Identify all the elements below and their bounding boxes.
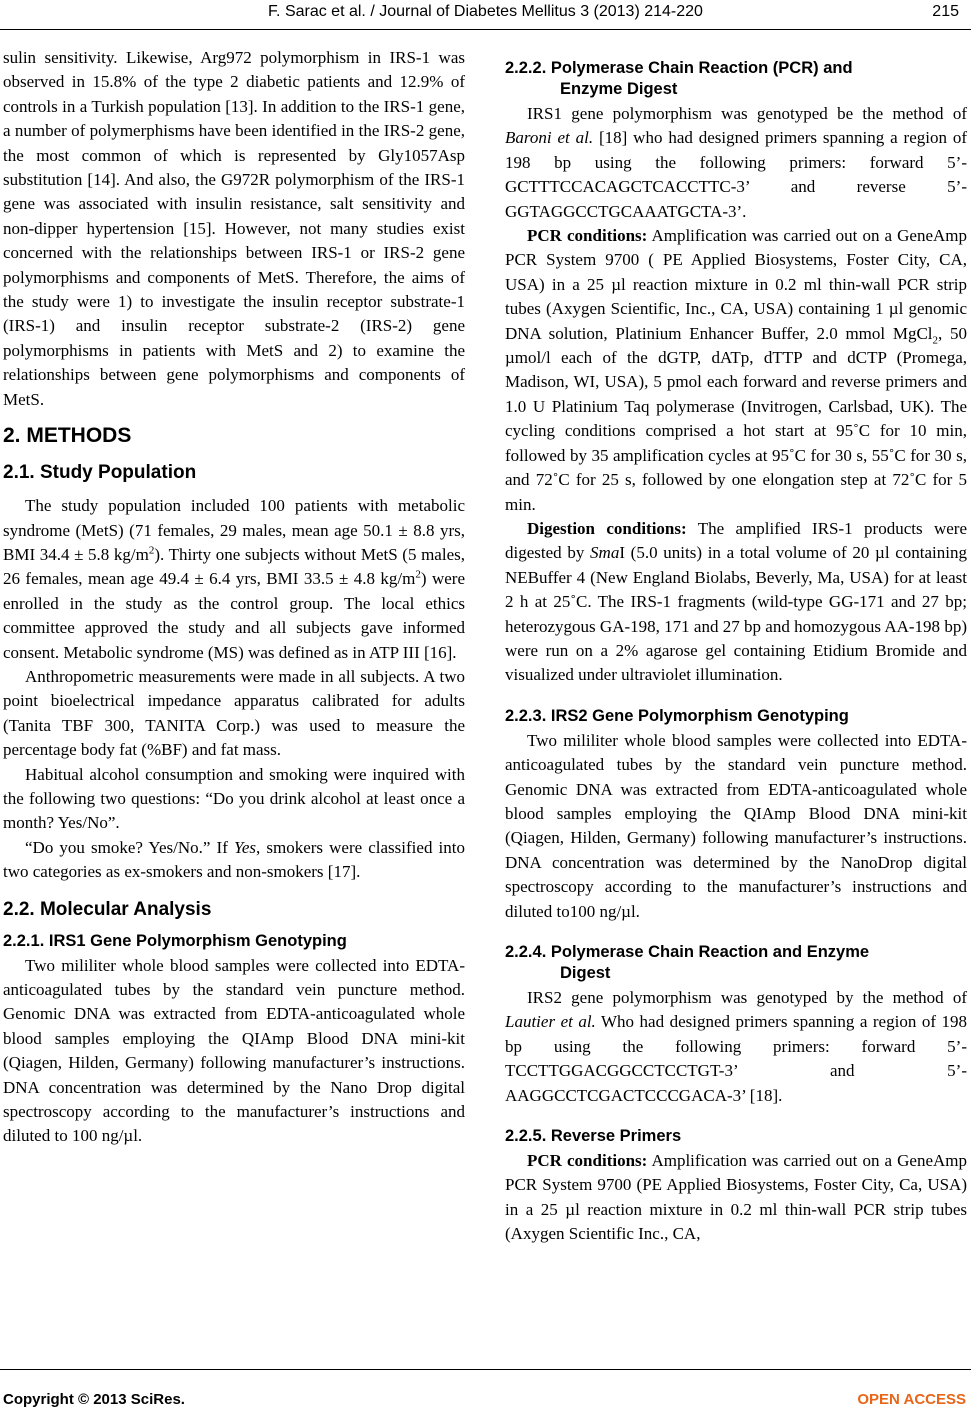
study-population-paragraph: The study population included 100 patients with metabolic syndrome (MetS) (71 females, 29 males, mean age 50.1 ± 8.8 yrs, BMI 34.4 ± 5.8 $kg/m^2$). Thirty one subjects without MetS (5 males, 26 females, mean age 49.4 ± 6.4 yrs, BMI 33.5 ± 4.8 $kg/m^2$) were enrolled in the study as the control group. The local ethics committee approved the study and all subjects gave informed consent. Metabolic syndrome (MS) was defined as in ATP III [16].: [3, 496, 465, 662]
open-access-label: OPEN ACCESS: [857, 1391, 966, 1408]
page-number: 215: [932, 3, 959, 20]
heading-pcr-enzyme-digest-2: 2.2.4. Polymerase Chain Reaction and Enzyme Digest: [505, 943, 870, 982]
right-column: [505, 58, 967, 1247]
irs2-genotyping-paragraph: Two mililiter whole blood samples were collected into EDTA-anticoagulated tubes by the standard vein puncture method. Genomic DNA was extracted from EDTA-anticoagulated whole blood samples employing the QIAmp Blood DNA mini-kit (Qiagen, Hilden, Germany) following manufacturer’s instructions. DNA concentration was determined by the NanoDrop digital spectroscopy according to the manufacturer’s instructions and diluted to100 ng/µl.: [505, 730, 967, 921]
irs1-genotyping-paragraph: Two mililiter whole blood samples were collected into EDTA-anticoagulated tubes by the standard vein puncture method. Genomic DNA was extracted from EDTA-anticoagulated whole blood samples employing the QIAmp Blood DNA mini-kit (Qiagen, Hilden, Germany) following manufacturer’s instructions. DNA concentration was determined by the Nano Drop digital spectroscopy according to the manufacturer’s instructions and diluted to 100 ng/µl.: [3, 955, 465, 1146]
journal-citation: F. Sarac et al. / Journal of Diabetes Mellitus 3 (2013) 214-220: [268, 3, 703, 20]
heading-molecular-analysis: 2.2. Molecular Analysis: [3, 898, 212, 920]
anthropometric-paragraph: Anthropometric measurements were made in all subjects. A two point bioelectrical impedance apparatus calibrated for adults (Tanita TBF 300, TANITA Corp.) was used to measure the percentage body fat (%BF) and fat mass.: [3, 666, 465, 760]
irs1-polymorphism-paragraph: IRS1 gene polymorphism was genotyped be the method of Baroni et al. [18] who had designed primers spanning a region of 198 bp using the following primers: forward 5’-GCTTTCCACAGCTCACCTTC-3’ and reverse 5’-GGTAGGCCTGCAAATGCTA-3’.: [505, 104, 967, 221]
heading-reverse-primers: 2.2.5. Reverse Primers: [505, 1127, 682, 1146]
copyright-notice: Copyright © 2013 SciRes.: [3, 1391, 185, 1408]
alcohol-paragraph: Habitual alcohol consumption and smoking were inquired with the following two questions: “Do you drink alcohol at least once a month? Yes/No”.: [3, 764, 465, 833]
irs2-polymorphism-paragraph: IRS2 gene polymorphism was genotyped by the method of Lautier et al. Who had designed primers spanning a region of 198 bp using the following primers: forward 5’-TCCTTGGACGGCCTCCTGT-3’ and 5’-AAGGCCTCGACTCCCGACA-3’ [18].: [505, 988, 967, 1105]
section-heading-methods: 2. METHODS: [3, 424, 132, 448]
header-divider: [0, 29, 971, 30]
heading-study-population: 2.1. Study Population: [3, 462, 197, 484]
left-column: [3, 46, 465, 1149]
pcr-conditions-paragraph-2: PCR conditions: Amplification was carried out on a GeneAmp PCR System 9700 (PE Applied Biosystems, Foster City, Ca, USA) in a 25 µl reaction mixture in 0.2 ml thin-wall PCR strip tubes (Axygen Scientific Inc., CA,: [505, 1151, 968, 1244]
footer-divider: [0, 1369, 971, 1370]
page-footer: [0, 1369, 971, 1417]
pcr-conditions-paragraph: PCR conditions: Amplification was carried out on a GeneAmp PCR System 9700 ( PE Applied Biosystems, Foster City, CA, USA) in a 25 µl reaction mixture in 0.2 ml thin-wall PCR strip tubes (Axygen Scientific, Inc., CA, USA) containing 1 µl genomic DNA solution, Platinium Enhancer Buffer, 2.0 mmol MgCl$_2$, 50 µmol/l each of the dGTP, dATp, dTTP and dCTP (Promega, Madison, WI, USA), 5 pmol each forward and reverse primers and 1.0 U Platinium Taq polymerase (Invitrogen, Carlsbad, UK). The cycling conditions comprised a hot start at 95˚C for 10 min, followed by 35 amplification cycles at 95˚C for 30 s, 55˚C for 30 s, and 72˚C for 25 s, followed by one elongation step at 72˚C for 5 min.: [505, 226, 968, 514]
intro-paragraph: sulin sensitivity. Likewise, Arg972 polymorphism in IRS-1 was observed in 15.8% of the type 2 diabetic patients and 12.9% of controls in a Turkish population [13]. In addition to the IRS-1 gene, a number of polymerphisms have been identified in the IRS-2 gene, the most common of which is represented by Gly1057Asp substitution [14]. And also, the G972R polymorphism of the IRS-1 gene was associated with insulin resistance, salt sensitivity and non-dipper hypertension [15]. However, not many studies exist concerned with the relationships between IRS-1 or IRS-2 gene polymorphisms and components of MetS. Therefore, the aims of the study were 1) to investigate the insulin receptor substrate-1 (IRS-1) and insulin receptor substrate-2 (IRS-2) gene polymorphisms in patients with MetS and 2) to examine the relationships between gene polymorphisms and components of MetS.: [3, 48, 465, 409]
smoking-paragraph: “Do you smoke? Yes/No.” If Yes, smokers were classified into two categories as ex-smokers and non-smokers [17].: [3, 837, 465, 882]
heading-pcr-enzyme-digest: 2.2.2. Polymerase Chain Reaction (PCR) and Enzyme Digest: [505, 59, 853, 98]
heading-irs2-genotyping: 2.2.3. IRS2 Gene Polymorphism Genotyping: [505, 706, 849, 725]
heading-irs1-genotyping: 2.2.1. IRS1 Gene Polymorphism Genotyping: [3, 931, 347, 950]
digestion-conditions-paragraph: Digestion conditions: The amplified IRS-1 products were digested by SmaI (5.0 units) in a total volume of 20 µl containing NEBuffer 4 (New England Biolabs, Beverly, Ma, USA) for at least 2 h at 25˚C. The IRS-1 fragments (wild-type GG-171 and 27 bp; heterozygous GA-198, 171 and 27 bp and homozygous AA-198 bp) were run on a 2% agarose gel containing Etidium Bromide and visualized under ultraviolet illumination.: [505, 518, 967, 685]
running-header: [0, 3, 971, 29]
